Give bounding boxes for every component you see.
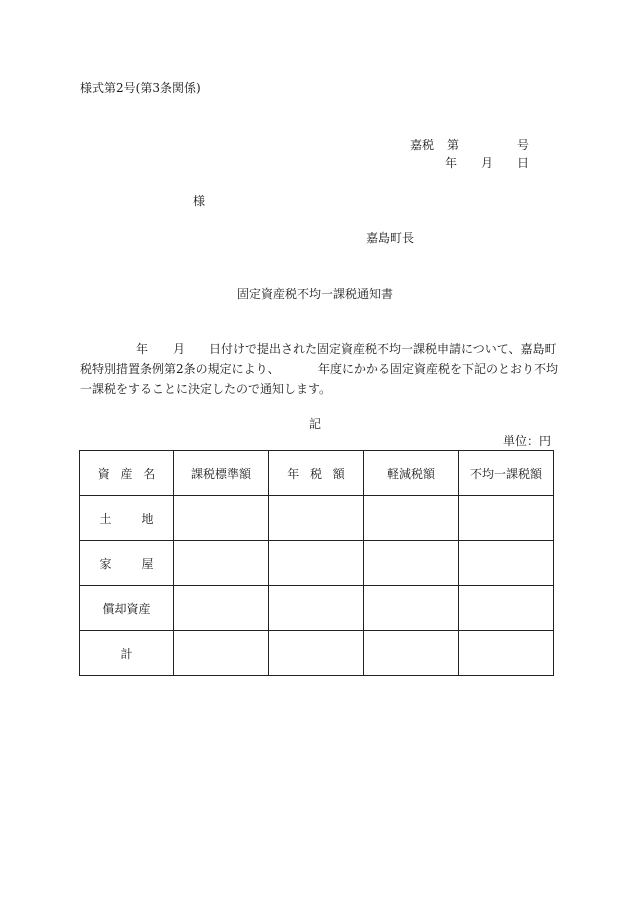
table-cell xyxy=(459,586,554,631)
document-number-dai: 第 xyxy=(447,138,460,152)
table-row xyxy=(80,541,554,586)
row-label-depreciable: 償却資産 xyxy=(80,586,174,631)
row-label-total: 計 xyxy=(80,631,174,676)
header-reduced-tax: 軽減税額 xyxy=(364,451,459,496)
ki-heading: 記 xyxy=(308,417,321,431)
table-cell xyxy=(364,631,459,676)
body-year: 年 xyxy=(136,342,149,356)
body-line-2-text-a: 税特別措置条例第2条の規定により、 xyxy=(80,362,280,376)
body-line-2-text-b: 年度にかかる固定資産税を下記のとおり不均 xyxy=(318,362,559,376)
header-annual-tax: 年税額 xyxy=(269,451,364,496)
row-label-house: 家屋 xyxy=(80,541,174,586)
header-asset-name: 資産名 xyxy=(80,451,174,496)
table-cell xyxy=(174,496,269,541)
table-cell xyxy=(174,631,269,676)
table-cell xyxy=(269,496,364,541)
table-cell xyxy=(459,541,554,586)
table-cell xyxy=(364,496,459,541)
sender: 嘉島町長 xyxy=(366,231,415,245)
table-cell xyxy=(174,541,269,586)
table-row xyxy=(80,496,554,541)
table-cell xyxy=(459,631,554,676)
table-cell xyxy=(364,541,459,586)
table-row xyxy=(80,631,554,676)
document-number-go: 号 xyxy=(517,138,530,152)
table-header-row xyxy=(80,451,554,496)
addressee: 様 xyxy=(193,194,206,208)
form-number: 様式第2号(第3条関係) xyxy=(80,81,201,95)
table-cell xyxy=(459,496,554,541)
table-cell xyxy=(269,586,364,631)
table-cell xyxy=(174,586,269,631)
document-title: 固定資産税不均一課税通知書 xyxy=(236,287,393,301)
body-month: 月 xyxy=(173,342,186,356)
row-label-land: 土地 xyxy=(80,496,174,541)
table-cell xyxy=(364,586,459,631)
date-month: 月 xyxy=(481,156,494,170)
header-nonuniform-tax: 不均一課税額 xyxy=(459,451,554,496)
table-cell xyxy=(269,541,364,586)
date-day: 日 xyxy=(517,156,530,170)
document-number-prefix: 嘉税 xyxy=(410,138,435,152)
tax-amount-table xyxy=(79,450,554,676)
unit-label: 単位：円 xyxy=(502,434,551,448)
table-cell xyxy=(269,631,364,676)
table-row xyxy=(80,586,554,631)
date-year: 年 xyxy=(445,156,458,170)
body-line-3-text: 一課税をすることに決定したので通知します。 xyxy=(80,382,332,396)
body-line-1-text: 日付けで提出された固定資産税不均一課税申請について、嘉島町 xyxy=(209,342,557,356)
header-taxable-base: 課税標準額 xyxy=(174,451,269,496)
